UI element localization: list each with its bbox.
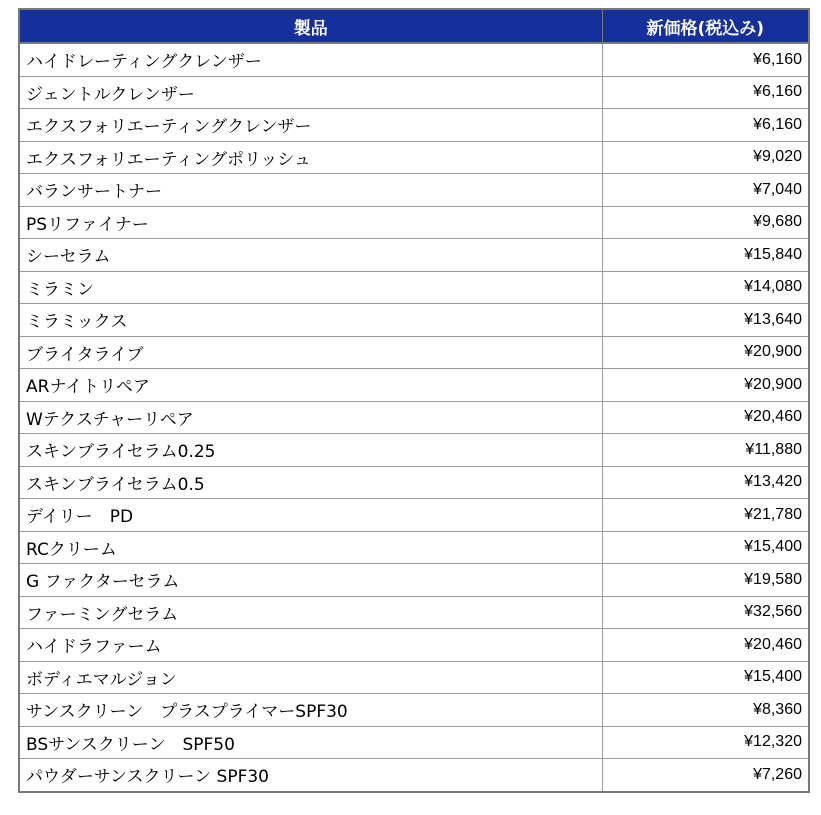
product-name-cell: サンスクリーン プラスプライマーSPF30 xyxy=(19,694,602,727)
price-cell: ¥12,320 xyxy=(602,726,809,759)
table-row xyxy=(19,596,809,629)
price-cell: ¥20,900 xyxy=(602,336,809,369)
table-row xyxy=(19,499,809,532)
price-cell: ¥8,360 xyxy=(602,694,809,727)
table-row xyxy=(19,694,809,727)
price-cell: ¥13,420 xyxy=(602,466,809,499)
product-name-cell: ブライタライブ xyxy=(19,336,602,369)
table-row xyxy=(19,629,809,662)
price-cell: ¥15,840 xyxy=(602,239,809,272)
price-cell: ¥15,400 xyxy=(602,531,809,564)
product-name-cell: Wテクスチャーリペア xyxy=(19,401,602,434)
product-name-cell: シーセラム xyxy=(19,239,602,272)
product-name-cell: BSサンスクリーン SPF50 xyxy=(19,726,602,759)
price-cell: ¥14,080 xyxy=(602,271,809,304)
price-cell: ¥15,400 xyxy=(602,661,809,694)
product-name-cell: G ファクターセラム xyxy=(19,564,602,597)
product-name-cell: PSリファイナー xyxy=(19,206,602,239)
product-name-cell: バランサートナー xyxy=(19,174,602,207)
price-cell: ¥21,780 xyxy=(602,499,809,532)
price-cell: ¥7,260 xyxy=(602,759,809,792)
product-name-cell: エクスフォリエーティングポリッシュ xyxy=(19,141,602,174)
product-name-cell: ミラミン xyxy=(19,271,602,304)
price-cell: ¥20,460 xyxy=(602,401,809,434)
price-cell: ¥6,160 xyxy=(602,76,809,109)
product-name-cell: RCクリーム xyxy=(19,531,602,564)
table-row xyxy=(19,401,809,434)
table-row xyxy=(19,43,809,76)
product-name-cell: パウダーサンスクリーン SPF30 xyxy=(19,759,602,792)
product-name-cell: ジェントルクレンザー xyxy=(19,76,602,109)
product-name-cell: ミラミックス xyxy=(19,304,602,337)
price-cell: ¥32,560 xyxy=(602,596,809,629)
product-name-cell: ファーミングセラム xyxy=(19,596,602,629)
table-row xyxy=(19,174,809,207)
product-name-cell: エクスフォリエーティングクレンザー xyxy=(19,109,602,142)
table-body xyxy=(19,43,809,792)
price-cell: ¥11,880 xyxy=(602,434,809,467)
table-row xyxy=(19,336,809,369)
table-row xyxy=(19,726,809,759)
table-row xyxy=(19,564,809,597)
price-cell: ¥19,580 xyxy=(602,564,809,597)
product-column-header: 製品 xyxy=(19,9,602,43)
product-name-cell: ハイドレーティングクレンザー xyxy=(19,43,602,76)
product-name-cell: スキンブライセラム0.5 xyxy=(19,466,602,499)
price-cell: ¥20,900 xyxy=(602,369,809,402)
price-cell: ¥20,460 xyxy=(602,629,809,662)
table-row xyxy=(19,434,809,467)
product-name-cell: デイリー PD xyxy=(19,499,602,532)
price-table xyxy=(18,8,810,793)
price-cell: ¥9,680 xyxy=(602,206,809,239)
table-row xyxy=(19,271,809,304)
price-cell: ¥7,040 xyxy=(602,174,809,207)
product-name-cell: ハイドラファーム xyxy=(19,629,602,662)
header-row xyxy=(19,9,809,43)
table-row xyxy=(19,531,809,564)
table-row xyxy=(19,109,809,142)
product-name-cell: ARナイトリペア xyxy=(19,369,602,402)
table-row xyxy=(19,466,809,499)
table-row xyxy=(19,304,809,337)
product-name-cell: スキンブライセラム0.25 xyxy=(19,434,602,467)
price-cell: ¥9,020 xyxy=(602,141,809,174)
product-name-cell: ボディエマルジョン xyxy=(19,661,602,694)
price-cell: ¥6,160 xyxy=(602,43,809,76)
table-row xyxy=(19,239,809,272)
table-row xyxy=(19,76,809,109)
price-column-header: 新価格(税込み) xyxy=(602,9,809,43)
table-row xyxy=(19,759,809,792)
table-row xyxy=(19,661,809,694)
table-row xyxy=(19,141,809,174)
table-row xyxy=(19,206,809,239)
price-cell: ¥13,640 xyxy=(602,304,809,337)
price-cell: ¥6,160 xyxy=(602,109,809,142)
table-row xyxy=(19,369,809,402)
table-header xyxy=(19,9,809,43)
